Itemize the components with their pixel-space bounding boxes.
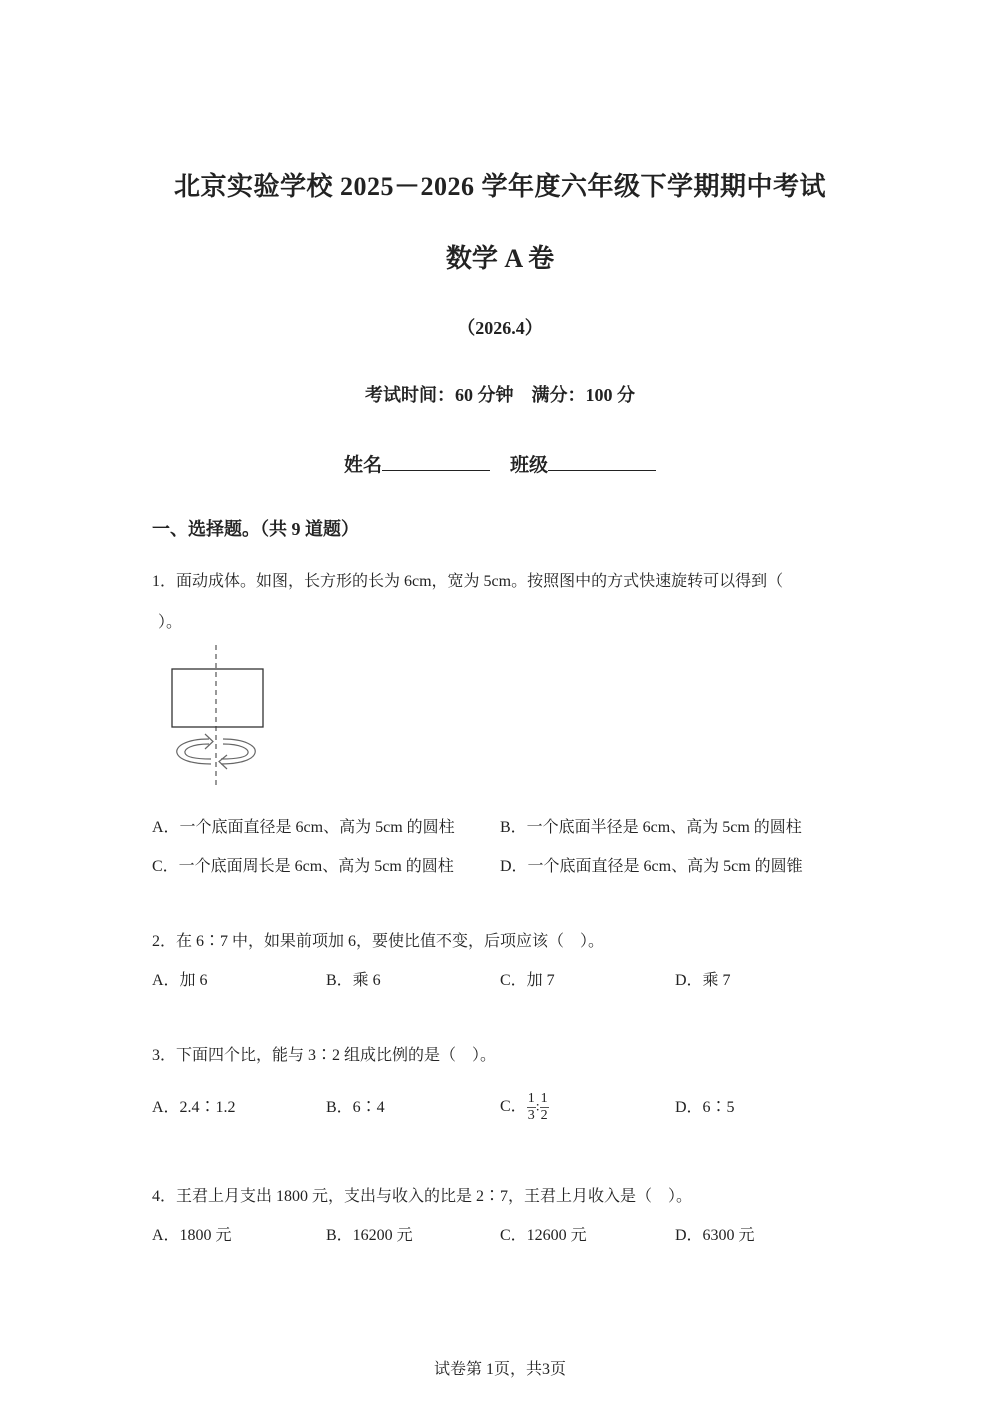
fraction-numerator: 1 xyxy=(527,1090,535,1106)
fraction-numerator: 1 xyxy=(540,1090,548,1106)
name-blank[interactable] xyxy=(382,452,490,471)
question-1-line2: ）。 xyxy=(158,614,183,631)
section-title: 一、选择题。（共 9 道题） xyxy=(152,519,359,539)
rectangle xyxy=(172,669,263,727)
exam-date: （2026.4） xyxy=(457,318,543,338)
question-3-option-a[interactable]: A．2.4∶1.2 xyxy=(152,1099,236,1116)
question-2-option-a[interactable]: A．加 6 xyxy=(152,972,208,989)
question-3: 3．下面四个比，能与 3∶2 组成比例的是（ ）。 xyxy=(152,1047,497,1064)
exam-subtitle: 数学 A 卷 xyxy=(445,244,555,273)
question-1-option-a[interactable]: A．一个底面直径是 6cm、高为 5cm 的圆柱 xyxy=(152,819,455,836)
rotating-rectangle-figure xyxy=(165,643,275,793)
question-4: 4．王君上月支出 1800 元，支出与收入的比是 2∶7，王君上月收入是（ ）。 xyxy=(152,1188,693,1205)
fraction-one-half xyxy=(540,1091,549,1124)
question-4-option-c[interactable]: C．12600 元 xyxy=(500,1227,587,1244)
exam-info xyxy=(0,381,1000,407)
name-class-line xyxy=(0,450,1000,477)
question-1-option-b[interactable]: B．一个底面半径是 6cm、高为 5cm 的圆柱 xyxy=(500,819,802,836)
question-4-option-b[interactable]: B．16200 元 xyxy=(326,1227,413,1244)
question-4-option-a[interactable]: A．1800 元 xyxy=(152,1227,232,1244)
exam-title: 北京实验学校 2025－2026 学年度六年级下学期期中考试 xyxy=(173,172,826,201)
class-label: 班级 xyxy=(510,455,549,476)
question-2-option-d[interactable]: D．乘 7 xyxy=(675,972,731,989)
question-1-option-c[interactable]: C．一个底面周长是 6cm、高为 5cm 的圆柱 xyxy=(152,858,454,875)
question-3-option-b[interactable]: B．6∶4 xyxy=(326,1099,385,1116)
fraction-denominator: 2 xyxy=(540,1107,548,1123)
question-2-option-c[interactable]: C．加 7 xyxy=(500,972,555,989)
question-1-line1: 1．面动成体。如图，长方形的长为 6cm，宽为 5cm。按照图中的方式快速旋转可以得到（ xyxy=(152,573,784,590)
question-3-option-c[interactable] xyxy=(500,1081,549,1133)
question-1-option-d[interactable]: D．一个底面直径是 6cm、高为 5cm 的圆锥 xyxy=(500,858,803,875)
name-label: 姓名 xyxy=(343,455,382,476)
exam-score: 满分：100 分 xyxy=(531,385,635,405)
class-blank[interactable] xyxy=(548,452,656,471)
exam-time: 考试时间：60 分钟 xyxy=(365,385,514,405)
fraction-one-third xyxy=(527,1091,536,1124)
option-c-letter: C． xyxy=(500,1098,527,1115)
fraction-denominator: 3 xyxy=(527,1107,535,1123)
question-2-option-b[interactable]: B．乘 6 xyxy=(326,972,381,989)
page-footer: 试卷第 1页，共3页 xyxy=(433,1361,566,1378)
ratio-colon: : xyxy=(535,1099,540,1115)
question-4-option-d[interactable]: D．6300 元 xyxy=(675,1227,755,1244)
question-2: 2．在 6∶7 中，如果前项加 6，要使比值不变，后项应该（ ）。 xyxy=(152,933,605,950)
question-3-option-d[interactable]: D．6∶5 xyxy=(675,1099,735,1116)
